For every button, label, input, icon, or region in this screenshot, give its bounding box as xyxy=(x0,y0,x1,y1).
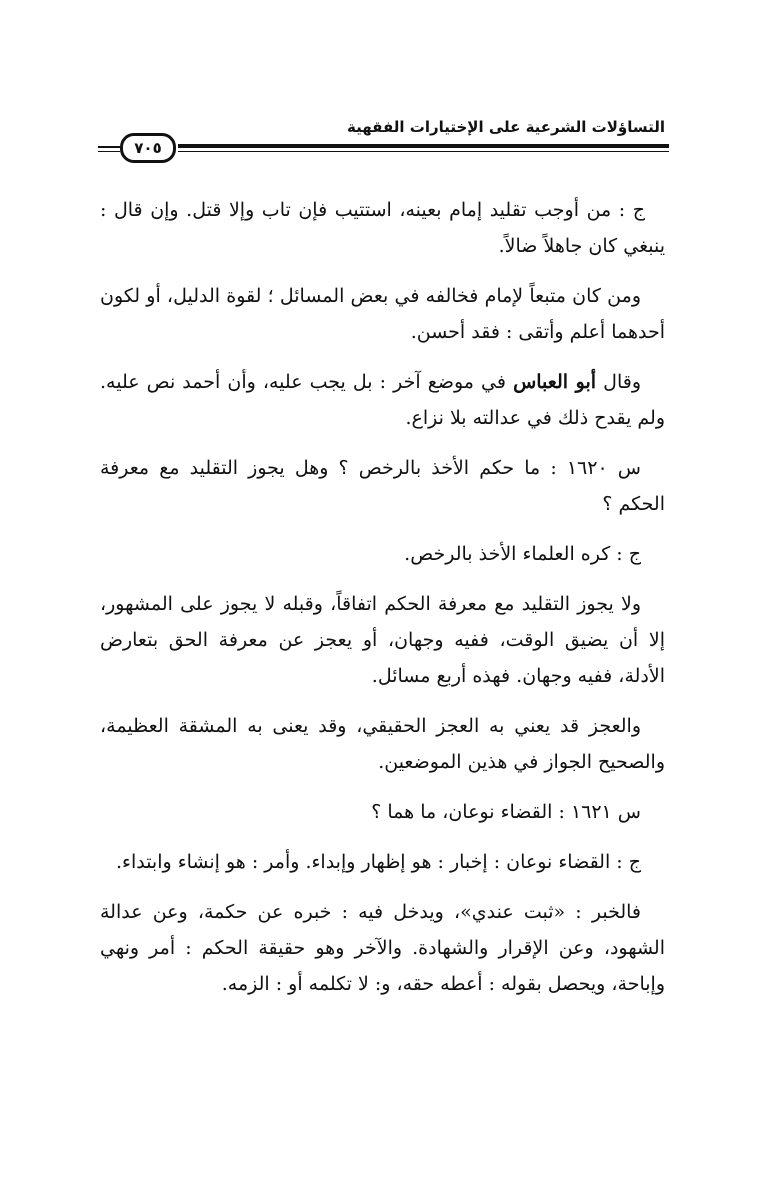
paragraph-abu-alabbas xyxy=(100,364,665,436)
body-text xyxy=(100,192,665,1016)
header-rule-left-top xyxy=(98,146,120,148)
page-number: ٧٠٥ xyxy=(120,133,176,163)
paragraph-khabar: فالخبر : «ثبت عندي»، ويدخل فيه : خبره عن حكمة، وعن عدالة الشهود، وعن الإقرار والشهادة. والآخر وهو حقيقة الحكم : أمر ونهي وإباحة، ويحصل بقوله : أعطه حقه، و: لا تكلمه أو : الزمه. xyxy=(100,901,665,995)
header-rule-left-bottom xyxy=(98,151,120,152)
paragraph-abu-alabbas-after: في موضع آخر : بل يجب عليه، وأن أحمد نص عليه. ولم يقدح ذلك في عدالته بلا نزاع. xyxy=(100,371,665,429)
question-1620: س ١٦٢٠ : ما حكم الأخذ بالرخص ؟ وهل يجوز التقليد مع معرفة الحكم ؟ xyxy=(100,457,665,515)
paragraph-taqlid-ruling: ولا يجوز التقليد مع معرفة الحكم اتفاقاً، وقبله لا يجوز على المشهور، إلا أن يضيق الوقت، ففيه وجهان، أو يعجز عن معرفة الحق بتعارض الأدلة، ففيه وجهان. فهذه أربع مسائل. xyxy=(100,593,665,687)
paragraph-ajz: والعجز قد يعني به العجز الحقيقي، وقد يعنى به المشقة العظيمة، والصحيح الجواز في هذين الموضعين. xyxy=(100,715,665,773)
scholar-name: أبو العباس xyxy=(513,371,597,393)
paragraph-follower: ومن كان متبعاً لإمام فخالفه في بعض المسائل ؛ لقوة الدليل، أو لكون أحدهما أعلم وأتقى : فقد أحسن. xyxy=(100,285,665,343)
answer-1620: ج : كره العلماء الأخذ بالرخص. xyxy=(404,543,641,565)
header-rule-thick xyxy=(178,144,669,148)
answer-1621: ج : القضاء نوعان : إخبار : هو إظهار وإبداء. وأمر : هو إنشاء وابتداء. xyxy=(115,851,641,873)
question-1621: س ١٦٢١ : القضاء نوعان، ما هما ؟ xyxy=(371,801,641,823)
paragraph-answer-taqlid: ج : من أوجب تقليد إمام بعينه، استتيب فإن تاب وإلا قتل. وإن قال : ينبغي كان جاهلاً ضالاً. xyxy=(100,199,665,257)
running-title: التساؤلات الشرعية على الإختيارات الفقهية xyxy=(347,118,665,136)
paragraph-abu-alabbas-before: وقال xyxy=(596,371,641,393)
header-rule-thin xyxy=(178,151,669,152)
